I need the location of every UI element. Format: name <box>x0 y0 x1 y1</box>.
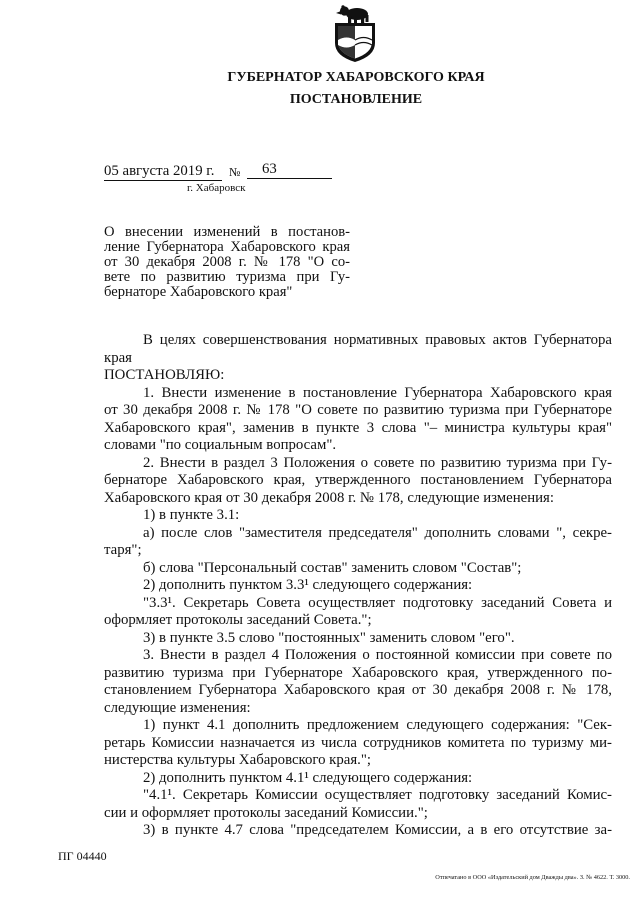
body-line: развитию туризма при Губернаторе Хабаровского края, утвержденного по- <box>104 664 612 681</box>
body-line: 1) пункт 4.1 дополнить предложением следующего содержания: "Сек- <box>143 717 612 733</box>
body-line: нистерства культуры Хабаровского края."; <box>104 752 371 768</box>
body-line: 1) в пункте 3.1: <box>143 507 240 523</box>
subject-line: от 30 декабря 2008 г. № 178 "О со- <box>104 253 350 270</box>
body-line: ПОСТАНОВЛЯЮ: <box>104 367 225 383</box>
body-line: 2) дополнить пунктом 4.1¹ следующего содержания: <box>143 769 473 786</box>
body-line: Хабаровского края", заменив в пункте 3 слова "– министра культуры края" <box>104 419 612 436</box>
document-date: 05 августа 2019 г. <box>104 162 222 181</box>
document-type-title: ПОСТАНОВЛЕНИЕ <box>289 92 423 107</box>
body-line: оформляет протоколы заседаний Совета."; <box>104 612 372 628</box>
body-line: а) после слов "заместителя председателя" дополнить словами ", секре- <box>143 524 612 541</box>
body-line: 3. Внести в раздел 4 Положения о постоянной комиссии при совете по <box>143 647 612 663</box>
document-place: г. Хабаровск <box>187 182 246 194</box>
subject-line: бернаторе Хабаровского края" <box>104 284 293 301</box>
body-line: сии и оформляет протоколы заседаний Комиссии."; <box>104 804 428 821</box>
body-line: 2) дополнить пунктом 3.3¹ следующего содержания: <box>143 577 473 593</box>
document-number: 63 <box>247 160 332 179</box>
body-line: "4.1¹. Секретарь Комиссии осуществляет подготовку заседаний Комис- <box>143 787 612 803</box>
body-line: "3.3¹. Секретарь Совета осуществляет подготовку заседаний Совета и <box>143 594 612 611</box>
body-line: ретарь Комиссии назначается из числа сотрудников комитета по туризму ми- <box>104 734 612 751</box>
body-line: следующие изменения: <box>104 699 251 716</box>
body-line: 3) в пункте 4.7 слова "председателем Комиссии, а в его отсутствие за- <box>143 822 612 838</box>
body-line: бернаторе Хабаровского края, утвержденного постановлением Губернатора <box>104 472 612 488</box>
body-line: Хабаровского края от 30 декабря 2008 г. № 178, следующие изменения: <box>104 489 554 506</box>
number-sign: № <box>229 165 241 179</box>
body-line: становлением Губернатора Хабаровского края от 30 декабря 2008 г. № 178, <box>104 682 612 698</box>
printer-imprint: Отпечатано в ООО «Издательский дом Дважды два». З. № 4622. Т. 3000. <box>435 874 630 881</box>
body-line: таря"; <box>104 542 142 558</box>
document-subject <box>104 225 350 301</box>
body-line: 2. Внести в раздел 3 Положения о совете по развитию туризма при Гу- <box>143 454 612 471</box>
subject-line: вете по развитию туризма при Гу- <box>104 269 350 286</box>
body-line: б) слова "Персональный состав" заменить словом "Состав"; <box>143 559 522 576</box>
subject-line: О внесении изменений в постанов- <box>104 223 350 240</box>
subject-line: ление Губернатора Хабаровского края <box>104 238 350 255</box>
document-body <box>104 332 612 840</box>
body-line: от 30 декабря 2008 г. № 178 "О совете по развитию туризма при Губернаторе <box>104 402 612 418</box>
coat-of-arms-icon <box>329 3 381 63</box>
body-line: В целях совершенствования нормативных правовых актов Губернатора <box>143 332 612 348</box>
form-code: ПГ 04440 <box>58 849 107 863</box>
body-line: словами "по социальным вопросам". <box>104 437 337 453</box>
body-line: края <box>104 349 132 366</box>
body-line: 1. Внести изменение в постановление Губернатора Хабаровского края <box>143 384 612 401</box>
body-line: 3) в пункте 3.5 слово "постоянных" заменить словом "его". <box>143 629 515 646</box>
issuing-authority: ГУБЕРНАТОР ХАБАРОВСКОГО КРАЯ <box>227 70 485 85</box>
